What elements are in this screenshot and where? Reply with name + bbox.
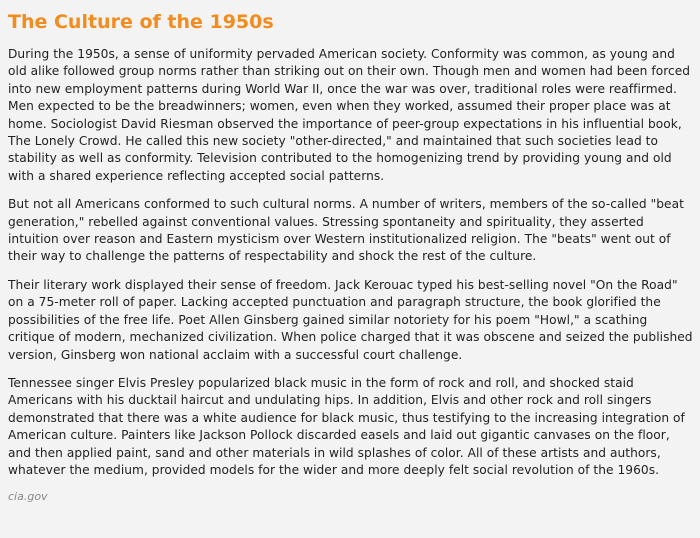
article-title: The Culture of the 1950s [8,11,274,33]
article-paragraph-1: During the 1950s, a sense of uniformity pervaded American society. Conformity was common, as young and old alike followed group norms rather than striking out on their own. Though men and women had been forced into new employment patterns during World War II, once the war was over, traditional roles were reaffirmed. Men expected to be the breadwinners; women, even when they worked, assumed their proper place was at home. Sociologist David Riesman observed the importance of peer-group expectations in his influential book, The Lonely Crowd. He called this new society "other-directed," and maintained that such societies lead to stability as well as conformity. Television contributed to the homogenizing trend by providing young and old with a shared experience reflecting accepted social patterns. [8,47,691,183]
article-paragraph-2: But not all Americans conformed to such cultural norms. A number of writers, members of the so-called "beat generation," rebelled against conventional values. Stressing spontaneity and spirituality, they asserted intuition over reason and Eastern mysticism over Western institutionalized religion. The "beats" went out of their way to challenge the patterns of respectability and shock the rest of the culture. [8,197,684,264]
article-paragraph-3: Their literary work displayed their sense of freedom. Jack Kerouac typed his best-selling novel "On the Road" on a 75-meter roll of paper. Lacking accepted punctuation and paragraph structure, the book glorified the possibilities of the free life. Poet Allen Ginsberg gained similar notoriety for his poem "Howl," a scathing critique of modern, mechanized civilization. When police charged that it was obscene and seized the published version, Ginsberg won national acclaim with a successful court challenge. [8,277,693,362]
article-paragraph-4: Tennessee singer Elvis Presley popularized black music in the form of rock and roll, and shocked staid Americans with his ducktail haircut and undulating hips. In addition, Elvis and other rock and roll singers demonstrated that there was a white audience for black music, thus testifying to the increasing integration of American culture. Painters like Jackson Pollock discarded easels and laid out gigantic canvases on the floor, and then applied paint, sand and other materials in wild splashes of color. All of these artists and authors, whatever the medium, provided models for the wider and more deeply felt social revolution of the 1960s. [8,375,685,477]
source-credit: cia.gov [8,490,48,504]
